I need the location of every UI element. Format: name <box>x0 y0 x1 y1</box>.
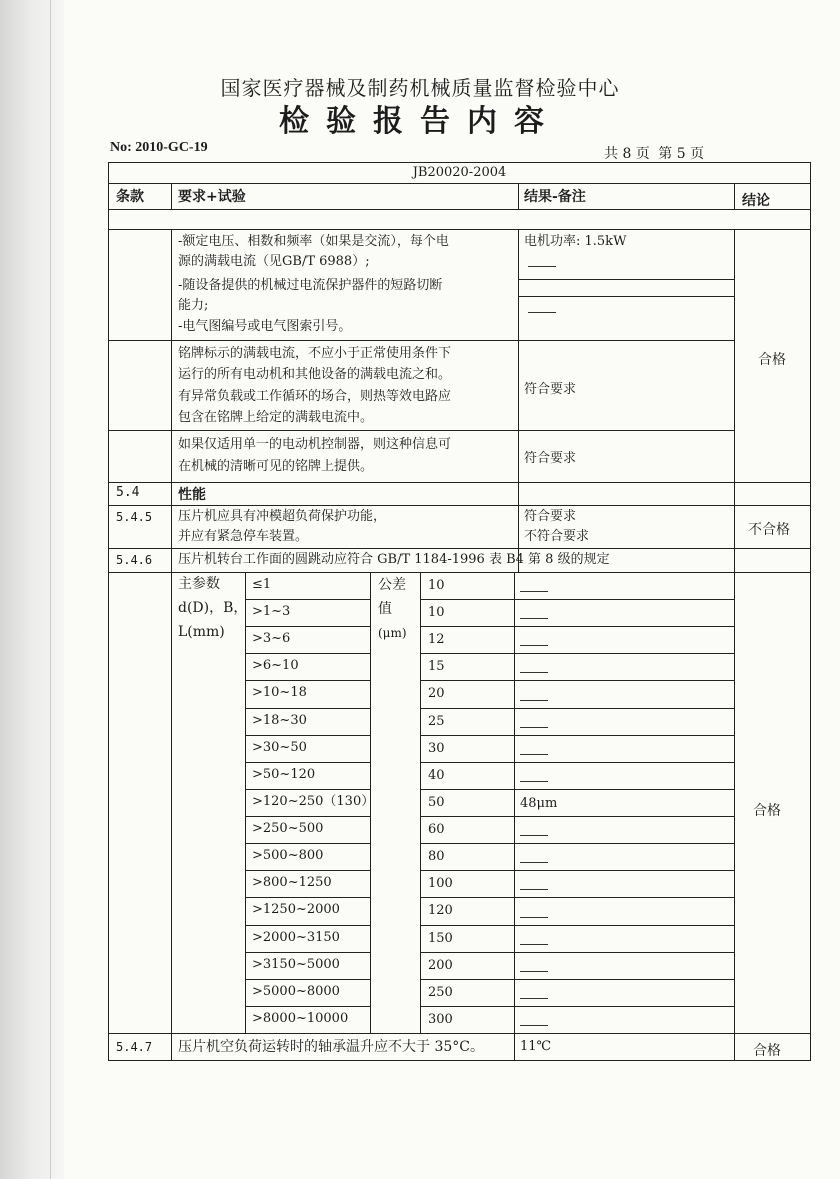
clause-5-4-6: 5.4.6 <box>116 553 153 567</box>
runout-tolerance-cell: 100 <box>428 876 453 891</box>
runout-result-cell: 48μm <box>520 796 558 811</box>
runout-range-cell: >1250~2000 <box>252 902 340 917</box>
binding-edge <box>50 0 51 1179</box>
binding-shadow <box>0 0 64 1179</box>
motor-power-result: 电机功率: 1.5kW <box>524 234 627 249</box>
param-label: L(mm) <box>178 624 225 640</box>
runout-range-cell: >500~800 <box>252 848 324 863</box>
nameplate-line: -电气图编号或电气图索引号。 <box>178 319 352 334</box>
runout-empty-dash <box>520 889 548 890</box>
inspection-table <box>108 162 811 1062</box>
runout-empty-dash <box>520 700 548 701</box>
nameplate-line: -随设备提供的机械过电流保护器件的短路切断 <box>178 278 443 293</box>
runout-empty-dash <box>520 645 548 646</box>
nameplate-line: -额定电压、相数和频率（如果是交流），每个电 <box>178 234 449 249</box>
runout-tolerance-cell: 15 <box>428 659 445 674</box>
runout-range-cell: >1~3 <box>252 604 291 619</box>
runout-range-cell: ≤1 <box>252 577 272 592</box>
runout-empty-dash <box>520 591 548 592</box>
bearing-temp-requirement: 压片机空负荷运转时的轴承温升应不大于 35°C。 <box>178 1039 484 1055</box>
runout-empty-dash <box>520 944 548 945</box>
col-verdict-header: 结论 <box>742 193 770 209</box>
runout-tolerance-cell: 80 <box>428 849 445 864</box>
col-clause-header: 条款 <box>116 189 144 205</box>
runout-tolerance-cell: 50 <box>428 795 445 810</box>
runout-tolerance-cell: 300 <box>428 1012 453 1027</box>
full-load-result: 符合要求 <box>524 382 577 397</box>
runout-range-cell: >800~1250 <box>252 875 332 890</box>
runout-empty-dash <box>520 618 548 619</box>
runout-tolerance-cell: 150 <box>428 931 453 946</box>
single-motor-result: 符合要求 <box>524 451 577 466</box>
col-requirement-header: 要求+试验 <box>178 189 246 205</box>
clause-5-4: 5.4 <box>116 485 140 500</box>
runout-range-cell: >50~120 <box>252 767 316 782</box>
emergency-stop-result: 不符合要求 <box>524 529 590 544</box>
tolerance-label: 公差 <box>378 577 406 593</box>
standard-number: JB20020-2004 <box>412 165 507 180</box>
clause-5-4-7: 5.4.7 <box>116 1040 153 1054</box>
organization-name: 国家医疗器械及制药机械质量监督检验中心 <box>220 76 620 100</box>
runout-tolerance-cell: 10 <box>428 578 445 593</box>
runout-range-cell: >30~50 <box>252 740 307 755</box>
nameplate-verdict: 合格 <box>758 352 786 368</box>
row-546-verdict: 合格 <box>753 803 781 819</box>
tolerance-label: (μm) <box>378 626 407 640</box>
bearing-temp-result: 11℃ <box>520 1039 552 1054</box>
nameplate-line: 源的满载电流（见GB/T 6988）; <box>178 254 370 269</box>
param-label: 主参数 <box>178 576 220 592</box>
runout-range-cell: >2000~3150 <box>252 930 340 945</box>
runout-empty-dash <box>520 1025 548 1026</box>
runout-range-cell: >8000~10000 <box>252 1011 349 1026</box>
runout-empty-dash <box>520 835 548 836</box>
runout-tolerance-cell: 12 <box>428 632 445 647</box>
report-title: 检验报告内容 <box>279 104 561 139</box>
tolerance-label: 值 <box>378 601 392 617</box>
runout-tolerance-cell: 200 <box>428 958 453 973</box>
runout-range-cell: >3~6 <box>252 631 291 646</box>
clause-5-4-5: 5.4.5 <box>116 510 153 524</box>
runout-empty-dash <box>520 971 548 972</box>
section-performance-title: 性能 <box>178 487 206 503</box>
runout-tolerance-cell: 120 <box>428 903 453 918</box>
runout-range-cell: >250~500 <box>252 821 324 836</box>
single-motor-line: 如果仅适用单一的电动机控制器，则这种信息可 <box>178 437 452 452</box>
single-motor-line: 在机械的清晰可见的铭牌上提供。 <box>178 459 374 474</box>
total-pages: 共 8 页 <box>604 146 650 162</box>
overload-result: 符合要求 <box>524 509 577 524</box>
runout-empty-dash <box>520 998 548 999</box>
col-result-header: 结果-备注 <box>524 189 586 205</box>
runout-empty-dash <box>520 862 548 863</box>
page-indicator <box>600 143 704 163</box>
full-load-line: 铭牌标示的满载电流，不应小于正常使用条件下 <box>178 346 452 361</box>
runout-range-cell: >120~250（130） <box>252 794 375 809</box>
runout-tolerance-cell: 10 <box>428 605 445 620</box>
runout-range-cell: >6~10 <box>252 658 299 673</box>
param-label: d(D)，B， <box>178 600 248 616</box>
current-page: 第 5 页 <box>658 146 705 162</box>
report-number: No: 2010-GC-19 <box>110 140 208 155</box>
runout-range-cell: >10~18 <box>252 685 307 700</box>
runout-range-cell: >18~30 <box>252 713 307 728</box>
runout-tolerance-cell: 40 <box>428 768 445 783</box>
runout-empty-dash <box>520 917 548 918</box>
empty-result-dash <box>528 312 556 313</box>
runout-tolerance-cell: 25 <box>428 714 445 729</box>
runout-empty-dash <box>520 672 548 673</box>
overload-requirement: 并应有紧急停车装置。 <box>178 529 309 544</box>
row-547-verdict: 合格 <box>753 1043 781 1059</box>
full-load-line: 包含在铭牌上给定的满载电流中。 <box>178 410 374 425</box>
runout-tolerance-cell: 250 <box>428 985 453 1000</box>
runout-tolerance-cell: 30 <box>428 741 445 756</box>
runout-empty-dash <box>520 727 548 728</box>
runout-empty-dash <box>520 754 548 755</box>
empty-result-dash <box>528 266 556 267</box>
full-load-line: 运行的所有电动机和其他设备的满载电流之和。 <box>178 367 452 382</box>
runout-tolerance-cell: 60 <box>428 822 445 837</box>
runout-range-cell: >5000~8000 <box>252 984 340 999</box>
runout-requirement: 压片机转台工作面的圆跳动应符合 GB/T 1184-1996 表 B4 第 8 级的规定 <box>178 552 610 567</box>
runout-tolerance-cell: 20 <box>428 686 445 701</box>
row-545-verdict: 不合格 <box>748 522 790 538</box>
overload-requirement: 压片机应具有冲模超负荷保护功能， <box>178 509 387 524</box>
runout-empty-dash <box>520 781 548 782</box>
runout-range-cell: >3150~5000 <box>252 957 340 972</box>
full-load-line: 有异常负载或工作循环的场合，则热等效电路应 <box>178 389 452 404</box>
nameplate-line: 能力; <box>178 298 209 313</box>
